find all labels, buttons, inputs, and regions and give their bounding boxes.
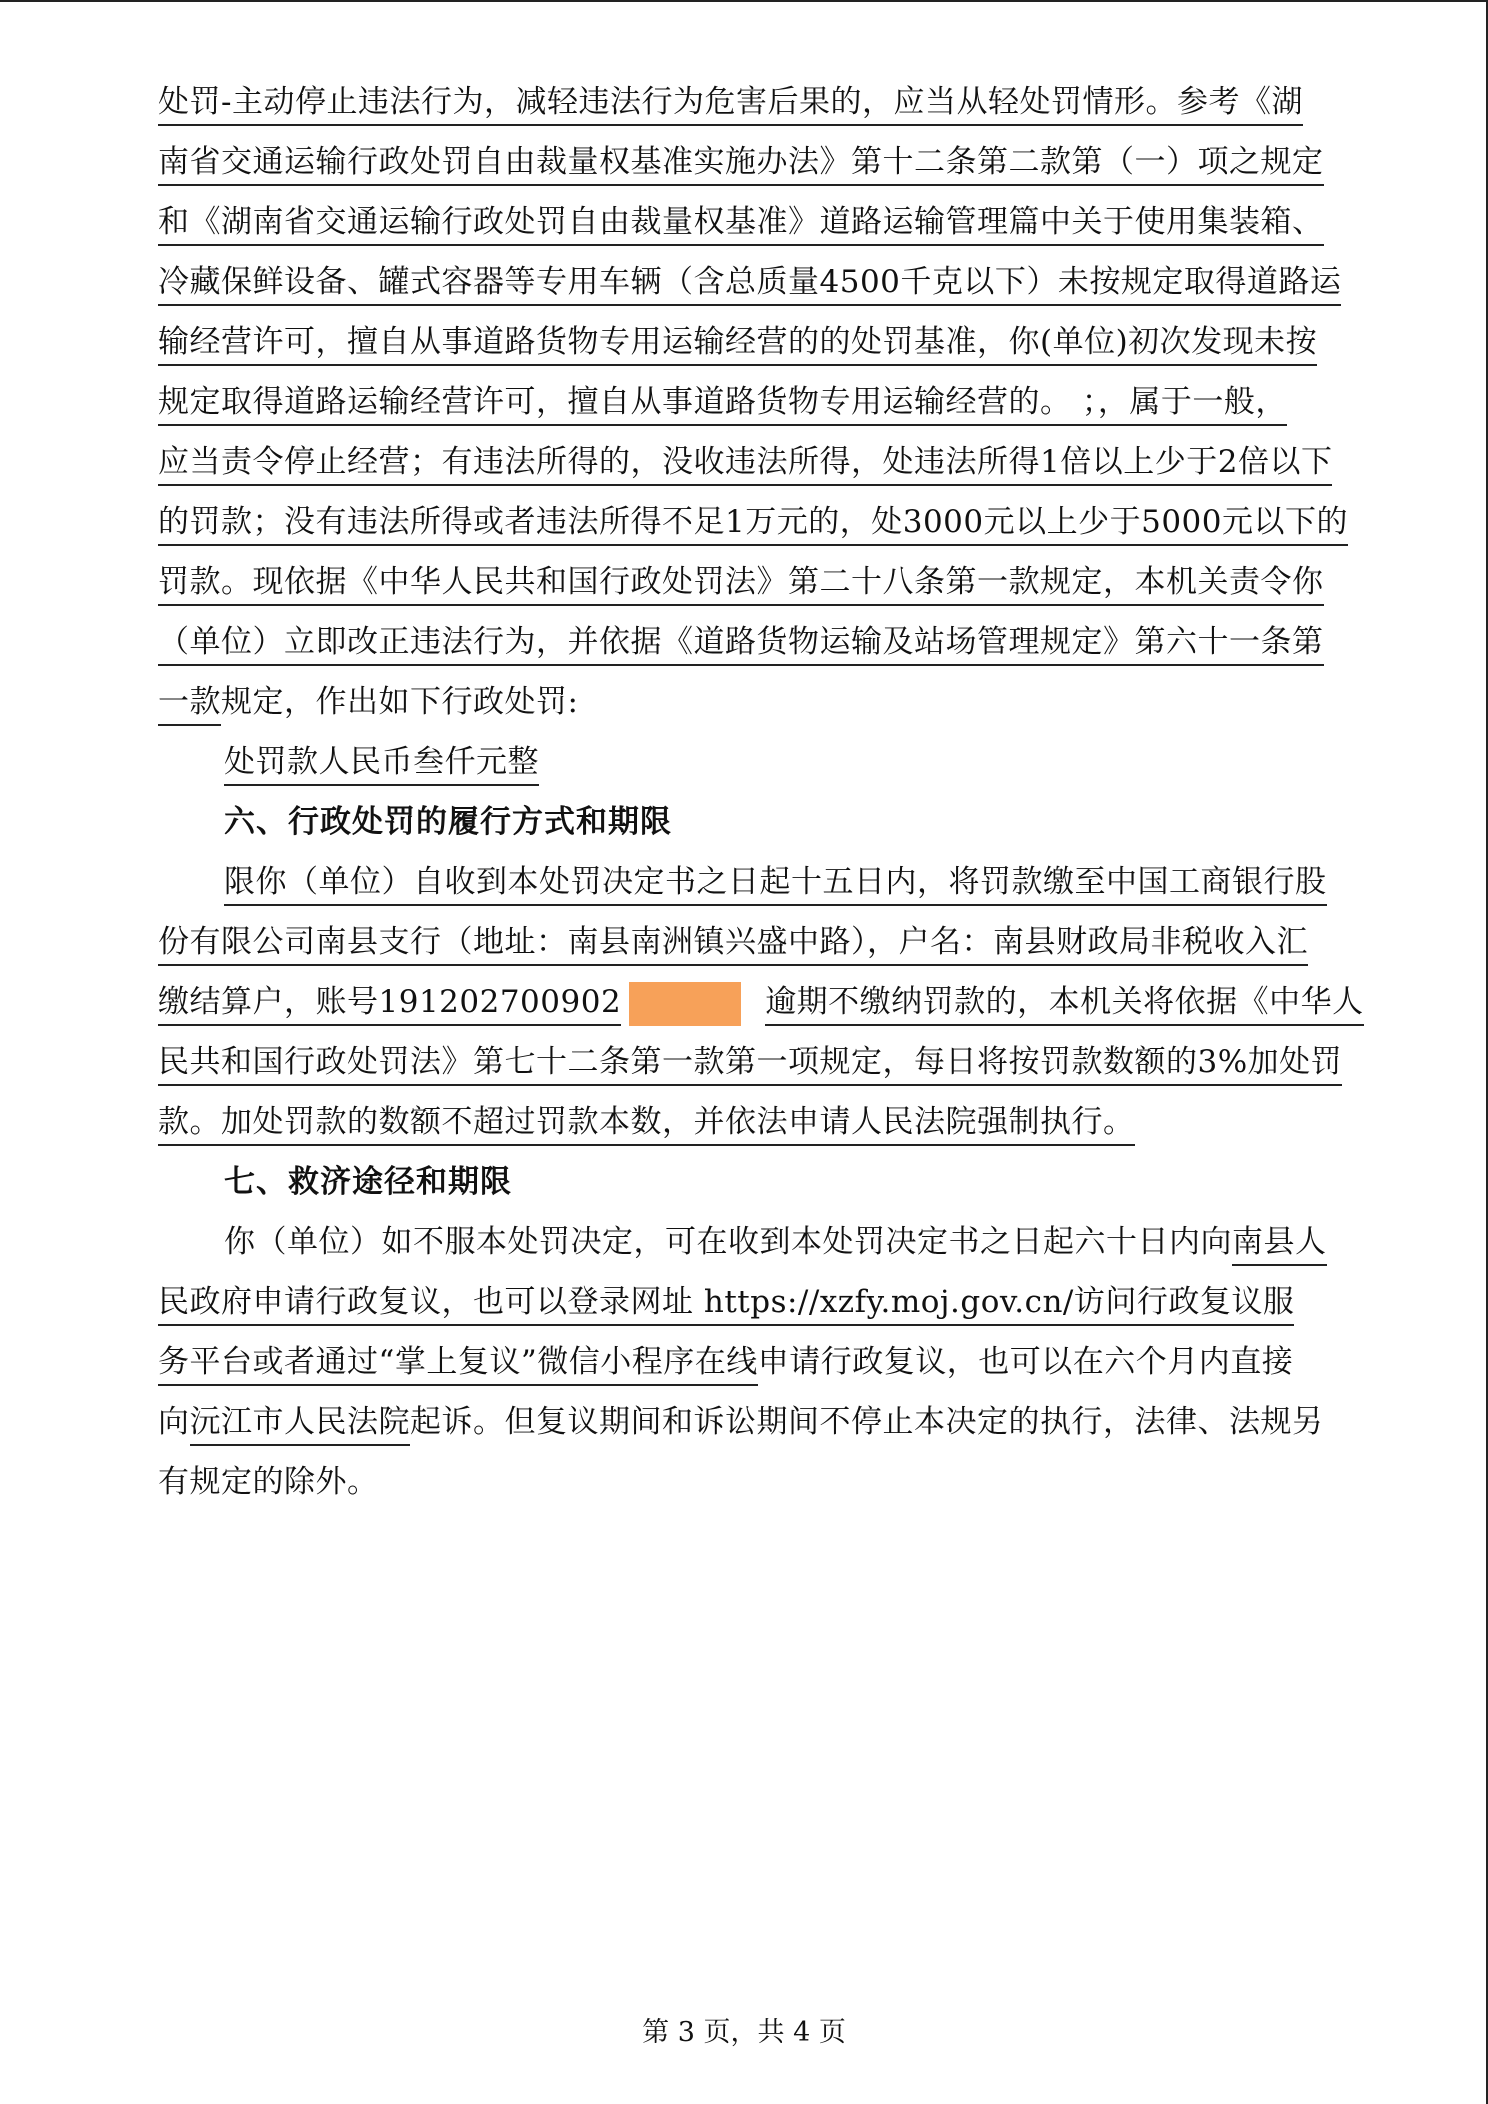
body-line-4: 冷藏保鲜设备、罐式容器等专用车辆（含总质量4500千克以下）未按规定取得道路运 [158,260,1406,320]
body-line-9: 罚款。现依据《中华人民共和国行政处罚法》第二十八条第一款规定，本机关责令你 [158,560,1406,620]
section-6-line-5: 款。加处罚款的数额不超过罚款本数，并依法申请人民法院强制执行。 [158,1100,1406,1160]
body-line-7: 应当责令停止经营；有违法所得的，没收违法所得，处违法所得1倍以上少于2倍以下 [158,440,1406,500]
section-6-line-2: 份有限公司南县支行（地址：南县南洲镇兴盛中路），户名：南县财政局非税收入汇 [158,920,1406,980]
section-6-line-4: 民共和国行政处罚法》第七十二条第一款第一项规定，每日将按罚款数额的3%加处罚 [158,1040,1406,1100]
body-line-6: 规定取得道路运输经营许可，擅自从事道路货物专用运输经营的。 ；，属于一般， [158,380,1406,440]
section-7-line-2: 民政府申请行政复议，也可以登录网址 https://xzfy.moj.gov.cn/访问行政复议服 [158,1280,1406,1340]
section-7-line-4: 向沅江市人民法院起诉。但复议期间和诉讼期间不停止本决定的执行，法律、法规另 [158,1400,1406,1460]
page-number-footer: 第 3 页，共 4 页 [642,2017,846,2048]
redaction-block [629,982,741,1026]
body-line-1: 处罚-主动停止违法行为，减轻违法行为危害后果的，应当从轻处罚情形。参考《湖 [158,80,1406,140]
body-line-5: 输经营许可，擅自从事道路货物专用运输经营的的处罚基准，你(单位)初次发现未按 [158,320,1406,380]
section-6-line-1: 限你（单位）自收到本处罚决定书之日起十五日内，将罚款缴至中国工商银行股 [158,860,1472,920]
page-top-border [0,0,1488,2]
body-line-8: 的罚款；没有违法所得或者违法所得不足1万元的，处3000元以上少于5000元以下的 [158,500,1406,560]
body-line-2: 南省交通运输行政处罚自由裁量权基准实施办法》第十二条第二款第（一）项之规定 [158,140,1406,200]
section-7-line-1: 你（单位）如不服本处罚决定，可在收到本处罚决定书之日起六十日内向南县人 [158,1220,1472,1280]
penalty-line: 处罚款人民币叁仟元整 [158,740,1472,800]
section-6-line-3: 缴结算户，账号191202700902 逾期不缴纳罚款的，本机关将依据《中华人 [158,980,1406,1040]
body-line-11: 一款规定，作出如下行政处罚: [158,680,1406,740]
body-line-10: （单位）立即改正违法行为，并依据《道路货物运输及站场管理规定》第六十一条第 [158,620,1406,680]
section-7-heading: 七、救济途径和期限 [224,1164,512,1200]
section-7-line-5: 有规定的除外。 [158,1464,379,1500]
body-line-3: 和《湖南省交通运输行政处罚自由裁量权基准》道路运输管理篇中关于使用集装箱、 [158,200,1406,260]
section-7-line-3: 务平台或者通过“掌上复议”微信小程序在线申请行政复议，也可以在六个月内直接 [158,1340,1406,1400]
section-6-heading: 六、行政处罚的履行方式和期限 [224,804,672,840]
